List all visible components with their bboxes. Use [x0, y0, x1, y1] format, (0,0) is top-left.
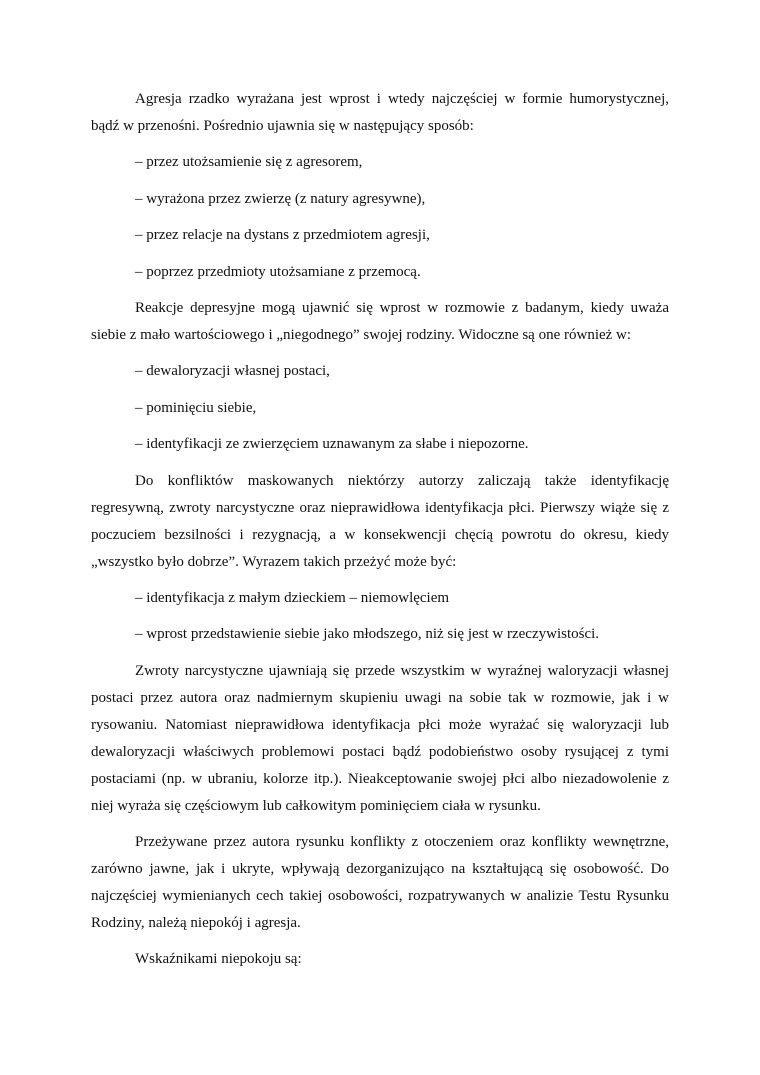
list-item: [91, 222, 669, 249]
list-item: [91, 149, 669, 176]
paragraph-line: regresywną, zwroty narcystyczne oraz nieprawidłowa identyfikacja płci. Pierwszy wiąże się z: [91, 499, 669, 516]
list-item: [91, 585, 669, 612]
list-item: [91, 186, 669, 213]
paragraph-line: najczęściej wymienianych cech takiej osobowości, rozpatrywanych w analizie Testu Rysunku: [91, 888, 669, 905]
list-item-text: – identyfikacja z małym dzieckiem – niemowlęciem: [135, 589, 450, 606]
paragraph: [91, 829, 669, 937]
paragraph: [91, 658, 669, 820]
paragraph: [91, 468, 669, 576]
paragraph: [91, 946, 669, 973]
paragraph-line: niej wyraża się częściowym lub całkowitym pominięciem ciała w rysunku.: [91, 797, 541, 814]
paragraph-line: siebie z mało wartościowego i „niegodnego” swojej rodziny. Widoczne są one również w:: [91, 326, 632, 343]
paragraph-line: dewaloryzacji właściwych problemowi postaci bądź podobieństwo osoby rysującej z tymi: [91, 743, 669, 760]
paragraph-line: Agresja rzadko wyrażana jest wprost i wtedy najczęściej w formie humorystycznej,: [135, 91, 669, 107]
list-item: [91, 621, 669, 648]
paragraph-line: Przeżywane przez autora rysunku konflikty z otoczeniem oraz konflikty wewnętrzne,: [135, 834, 669, 851]
paragraph-line: Zwroty narcystyczne ujawniają się przede wszystkim w wyraźnej waloryzacji własnej: [135, 662, 669, 679]
list-item-text: – pominięciu siebie,: [135, 399, 257, 416]
paragraph-line: Wskaźnikami niepokoju są:: [135, 951, 302, 968]
list-item: [91, 395, 669, 422]
paragraph-line: postaci przez autora oraz nadmiernym skupieniu uwagi na sobie tak w rozmowie, jak i w: [91, 689, 669, 706]
paragraph-line: rysowaniu. Natomiast nieprawidłowa identyfikacja płci może wyrażać się waloryzacji lub: [91, 716, 669, 733]
list-item-text: – poprzez przedmioty utożsamiane z przemocą.: [135, 263, 421, 280]
list-item-text: – identyfikacji ze zwierzęciem uznawanym za słabe i niepozorne.: [135, 436, 529, 453]
paragraph-line: poczuciem bezsilności i rezygnacją, a w konsekwencji chęcią powrotu do okresu, kiedy: [91, 526, 669, 543]
list-item: [91, 431, 669, 458]
list-item-text: – wyrażona przez zwierzę (z natury agresywne),: [135, 190, 426, 207]
paragraph-line: postaciami (np. w ubraniu, kolorze itp.). Nieakceptowanie swojej płci albo niezadowolenie z: [91, 770, 669, 787]
list-item-text: – przez utożsamienie się z agresorem,: [135, 154, 363, 171]
paragraph-line: „wszystko było dobrze”. Wyrazem takich przeżyć może być:: [91, 553, 457, 570]
list-item-text: – przez relacje na dystans z przedmiotem agresji,: [135, 227, 430, 244]
paragraph-line: Do konfliktów maskowanych niektórzy autorzy zaliczają także identyfikację: [135, 472, 669, 489]
paragraph-line: zarówno jawne, jak i ukryte, wpływają dezorganizująco na kształtującą się osobowość. Do: [91, 861, 669, 878]
paragraph: [91, 295, 669, 349]
list-item-text: – wprost przedstawienie siebie jako młodszego, niż się jest w rzeczywistości.: [135, 626, 600, 643]
list-item: [91, 259, 669, 286]
list-item-text: – dewaloryzacji własnej postaci,: [135, 363, 330, 380]
list-item: [91, 358, 669, 385]
paragraph-line: Reakcje depresyjne mogą ujawnić się wprost w rozmowie z badanym, kiedy uważa: [135, 299, 669, 316]
paragraph: [91, 86, 669, 140]
paragraph-line: Rodziny, należą niepokój i agresja.: [91, 915, 301, 932]
paragraph-line: bądź w przenośni. Pośrednio ujawnia się w następujący sposób:: [91, 118, 474, 134]
